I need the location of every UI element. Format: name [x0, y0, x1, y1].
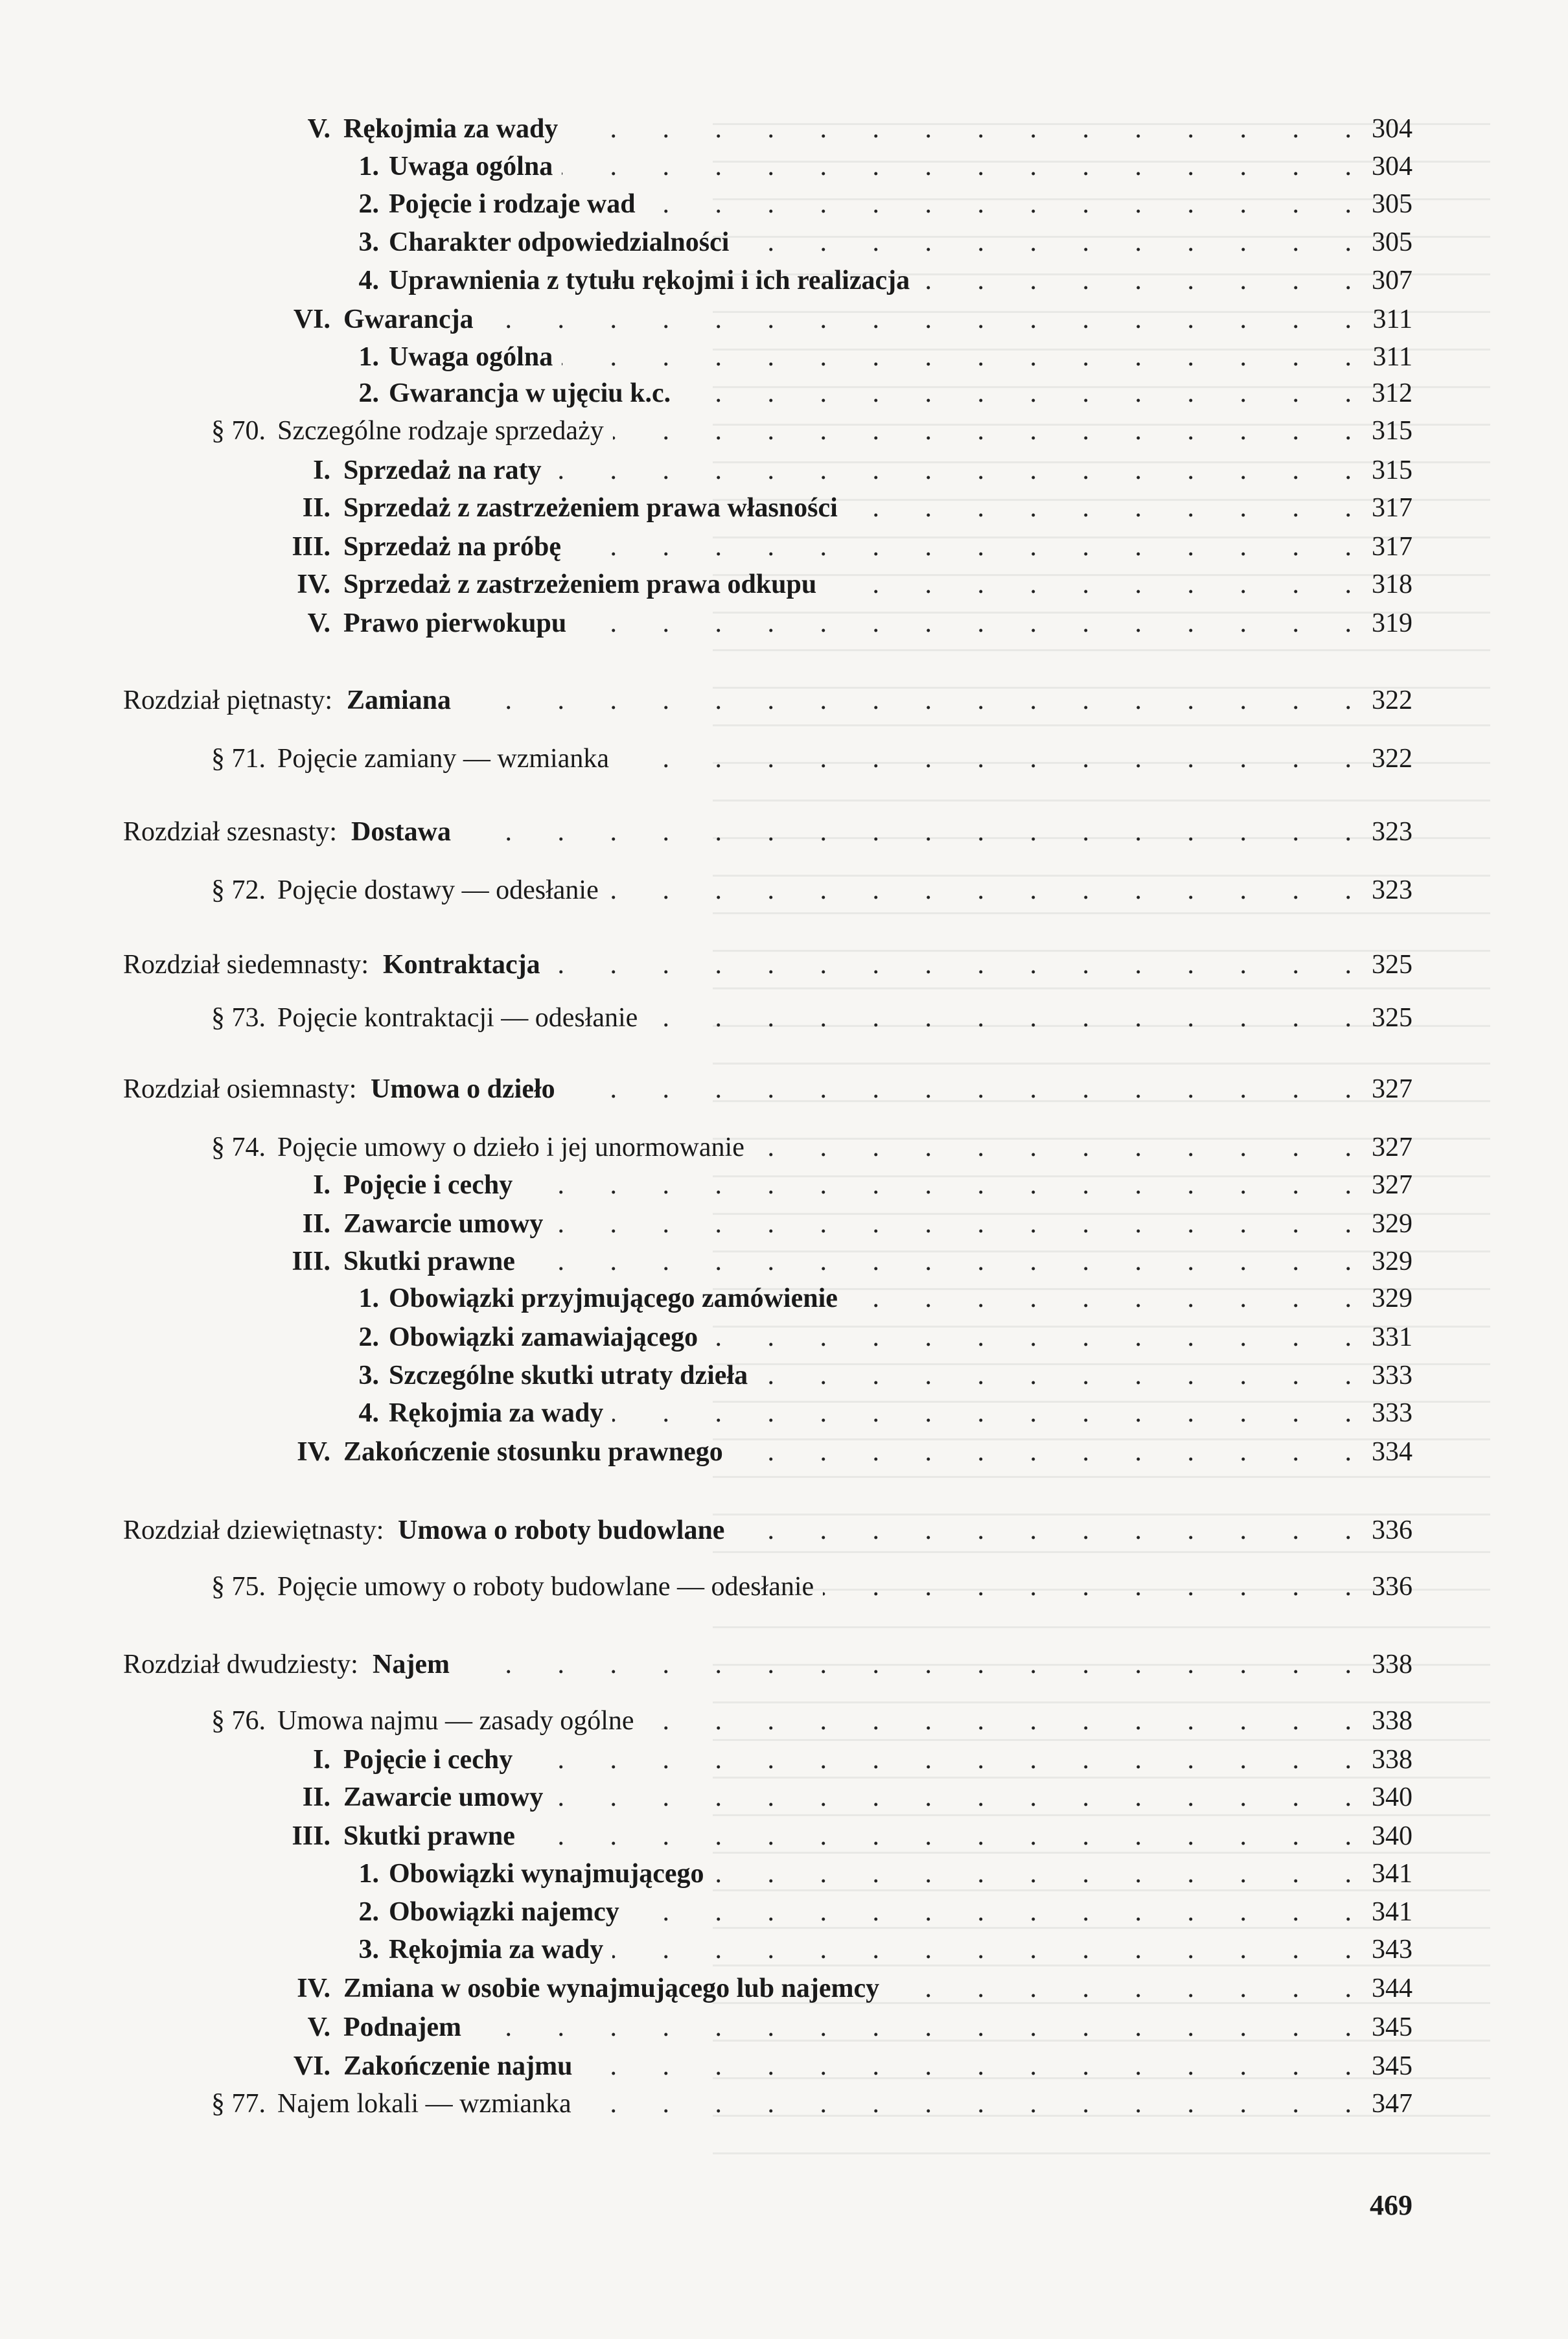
dot-leader: [524, 1817, 1354, 1855]
toc-entry: [0, 1280, 1568, 1317]
entry-number: II.: [302, 1782, 330, 1812]
dot-leader: [707, 1319, 1354, 1356]
toc-entry: [0, 262, 1568, 299]
entry-number: I.: [313, 455, 330, 485]
toc-entry: [0, 374, 1568, 412]
dot-leader: [612, 1931, 1354, 1968]
entry-number: Rozdział siedemnasty:: [123, 950, 369, 980]
entry-page-number: 317: [1372, 493, 1412, 523]
entry-page-number: 338: [1372, 1745, 1412, 1775]
dot-leader: [483, 301, 1354, 338]
entry-page-number: 307: [1372, 266, 1412, 295]
entry-page-number: 345: [1372, 2051, 1412, 2081]
chapter-heading: [0, 1070, 1568, 1108]
dot-leader: [612, 1394, 1354, 1432]
dot-leader: [733, 1512, 1354, 1549]
entry-title: Zamiana: [347, 686, 452, 715]
entry-page-number: 334: [1372, 1437, 1412, 1467]
entry-page-number: 304: [1372, 152, 1412, 181]
dot-leader: [552, 1205, 1354, 1243]
entry-title: Szczególne rodzaje sprzedaży: [277, 416, 604, 446]
dot-leader: [581, 2085, 1354, 2123]
entry-title: Pojęcie i cechy: [343, 1745, 513, 1775]
entry-page-number: 329: [1372, 1209, 1412, 1239]
dot-leader: [459, 1646, 1354, 1683]
entry-number: § 73.: [211, 1003, 266, 1033]
entry-number: 1.: [358, 1284, 379, 1313]
dot-leader: [888, 1970, 1354, 2007]
toc-entry: [0, 605, 1568, 642]
dot-leader: [738, 224, 1354, 261]
entry-number: IV.: [297, 1437, 330, 1467]
entry-number: § 70.: [211, 416, 266, 446]
toc-entry: [0, 1357, 1568, 1394]
toc-entry: [0, 1779, 1568, 1816]
entry-title: Obowiązki przyjmującego zamówienie: [389, 1284, 838, 1313]
entry-page-number: 319: [1372, 608, 1412, 638]
entry-page-number: 329: [1372, 1284, 1412, 1313]
entry-page-number: 341: [1372, 1859, 1412, 1889]
entry-number: § 71.: [211, 744, 266, 774]
entry-page-number: 340: [1372, 1782, 1412, 1812]
toc-entry: [0, 148, 1568, 185]
entry-number: 3.: [358, 227, 379, 257]
entry-title: Rękojmia za wady: [389, 1935, 604, 1965]
entry-number: II.: [302, 1209, 330, 1239]
entry-number: § 75.: [211, 1572, 266, 1602]
toc-entry: [0, 185, 1568, 223]
dot-leader: [460, 682, 1354, 719]
entry-number: III.: [292, 532, 330, 562]
toc-entry: [0, 1817, 1568, 1855]
entry-title: Gwarancja w ujęciu k.c.: [389, 378, 671, 408]
entry-page-number: 322: [1372, 744, 1412, 774]
toc-entry: [0, 740, 1568, 778]
dot-leader: [575, 605, 1354, 642]
entry-page-number: 329: [1372, 1247, 1412, 1276]
dot-leader: [643, 1702, 1354, 1740]
dot-leader: [562, 148, 1354, 185]
toc-entry: [0, 1129, 1568, 1166]
entry-title: Pojęcie kontraktacji — odesłanie: [277, 1003, 638, 1033]
entry-title: Umowa o roboty budowlane: [398, 1515, 725, 1545]
dot-leader: [582, 2047, 1354, 2085]
entry-title: Skutki prawne: [343, 1247, 515, 1276]
entry-page-number: 327: [1372, 1170, 1412, 1200]
toc-entry: [0, 452, 1568, 489]
entry-page-number: 305: [1372, 227, 1412, 257]
entry-page-number: 341: [1372, 1897, 1412, 1927]
toc-entry: [0, 301, 1568, 338]
entry-title: Obowiązki zamawiającego: [389, 1322, 698, 1352]
entry-title: Podnajem: [343, 2012, 461, 2042]
entry-title: Szczególne skutki utraty dzieła: [389, 1361, 748, 1390]
entry-number: IV.: [297, 1974, 330, 2003]
dot-leader: [732, 1433, 1354, 1471]
entry-title: Uwaga ogólna: [389, 342, 553, 372]
entry-number: II.: [302, 493, 330, 523]
entry-title: Pojęcie umowy o dzieło i jej unormowanie: [277, 1133, 744, 1162]
entry-title: Najem lokali — wzmianka: [277, 2089, 571, 2119]
entry-number: 3.: [358, 1361, 379, 1390]
dot-leader: [522, 1166, 1354, 1204]
entry-title: Obowiązki wynajmującego: [389, 1859, 704, 1889]
toc-entry: [0, 528, 1568, 566]
toc-entry: [0, 224, 1568, 261]
entry-page-number: 322: [1372, 686, 1412, 715]
entry-page-number: 323: [1372, 817, 1412, 847]
dot-leader: [522, 1741, 1354, 1779]
entry-title: Sprzedaż na próbę: [343, 532, 561, 562]
entry-title: Uprawnienia z tytułu rękojmi i ich realizacja: [389, 266, 910, 295]
entry-page-number: 347: [1372, 2089, 1412, 2119]
dot-leader: [470, 2009, 1354, 2046]
entry-number: I.: [313, 1745, 330, 1775]
toc-entry: [0, 1433, 1568, 1471]
dot-leader: [460, 813, 1354, 851]
entry-title: Zawarcie umowy: [343, 1782, 544, 1812]
entry-title: Obowiązki najemcy: [389, 1897, 619, 1927]
entry-number: V.: [307, 114, 330, 144]
entry-title: Gwarancja: [343, 305, 474, 334]
entry-page-number: 304: [1372, 114, 1412, 144]
toc-entry: [0, 871, 1568, 909]
entry-number: III.: [292, 1821, 330, 1851]
dot-leader: [618, 740, 1354, 778]
entry-title: Prawo pierwokupu: [343, 608, 567, 638]
toc-entry: [0, 1319, 1568, 1356]
entry-title: Kontraktacja: [383, 950, 540, 980]
entry-page-number: 338: [1372, 1650, 1412, 1679]
entry-number: Rozdział osiemnasty:: [123, 1074, 357, 1104]
entry-number: 1.: [358, 1859, 379, 1889]
entry-number: § 76.: [211, 1706, 266, 1736]
entry-title: Pojęcie i rodzaje wad: [389, 189, 636, 219]
entry-number: 2.: [358, 189, 379, 219]
entry-number: 4.: [358, 266, 379, 295]
entry-page-number: 327: [1372, 1133, 1412, 1162]
entry-number: VI.: [293, 305, 330, 334]
entry-number: 2.: [358, 1322, 379, 1352]
dot-leader: [847, 489, 1354, 527]
toc-entry: [0, 1394, 1568, 1432]
entry-page-number: 331: [1372, 1322, 1412, 1352]
entry-number: V.: [307, 608, 330, 638]
entry-title: Skutki prawne: [343, 1821, 515, 1851]
toc-entry: [0, 2085, 1568, 2123]
dot-leader: [713, 1855, 1354, 1893]
entry-title: Zakończenie stosunku prawnego: [343, 1437, 723, 1467]
entry-title: Rękojmia za wady: [389, 1398, 604, 1428]
entry-title: Uwaga ogólna: [389, 152, 553, 181]
toc-entry: [0, 489, 1568, 527]
entry-number: § 74.: [211, 1133, 266, 1162]
dot-leader: [608, 871, 1354, 909]
entry-page-number: 333: [1372, 1361, 1412, 1390]
entry-page-number: 336: [1372, 1515, 1412, 1545]
entry-page-number: 323: [1372, 875, 1412, 905]
entry-page-number: 344: [1372, 1974, 1412, 2003]
entry-page-number: 317: [1372, 532, 1412, 562]
toc-entry: [0, 1702, 1568, 1740]
entry-page-number: 315: [1372, 416, 1412, 446]
entry-number: Rozdział dwudziesty:: [123, 1650, 358, 1679]
entry-title: Zmiana w osobie wynajmującego lub najemcy: [343, 1974, 880, 2003]
dot-leader: [613, 412, 1354, 450]
toc-entry: [0, 1205, 1568, 1243]
dot-leader: [551, 452, 1354, 489]
dot-leader: [567, 110, 1354, 148]
entry-number: Rozdział szesnasty:: [123, 817, 338, 847]
toc-entry: [0, 2009, 1568, 2046]
toc-entry: [0, 2047, 1568, 2085]
dot-leader: [757, 1357, 1354, 1394]
entry-page-number: 305: [1372, 189, 1412, 219]
entry-title: Dostawa: [351, 817, 451, 847]
entry-number: I.: [313, 1170, 330, 1200]
entry-title: Pojęcie umowy o roboty budowlane — odesłanie: [277, 1572, 814, 1602]
dot-leader: [628, 1893, 1354, 1931]
toc-entry: [0, 412, 1568, 450]
toc-entry: [0, 338, 1568, 376]
toc-entry: [0, 1970, 1568, 2007]
entry-number: 2.: [358, 1897, 379, 1927]
entry-number: § 77.: [211, 2089, 266, 2119]
entry-title: Charakter odpowiedzialności: [389, 227, 730, 257]
chapter-heading: [0, 946, 1568, 984]
entry-page-number: 315: [1372, 455, 1412, 485]
entry-page-number: 325: [1372, 950, 1412, 980]
entry-number: VI.: [293, 2051, 330, 2081]
entry-number: 1.: [358, 342, 379, 372]
entry-page-number: 311: [1372, 342, 1412, 372]
entry-number: 1.: [358, 152, 379, 181]
dot-leader: [564, 1070, 1354, 1108]
dot-leader: [847, 1280, 1354, 1317]
entry-title: Pojęcie dostawy — odesłanie: [277, 875, 599, 905]
entry-number: Rozdział dziewiętnasty:: [123, 1515, 384, 1545]
entry-number: 3.: [358, 1935, 379, 1965]
dot-leader: [647, 999, 1354, 1037]
entry-page-number: 325: [1372, 1003, 1412, 1033]
dot-leader: [754, 1129, 1354, 1166]
toc-entry: [0, 1931, 1568, 1968]
dot-leader: [552, 1779, 1354, 1816]
dot-leader: [825, 566, 1354, 603]
entry-number: IV.: [297, 570, 330, 599]
dot-leader: [549, 946, 1354, 984]
dot-leader: [680, 374, 1354, 412]
entry-title: Sprzedaż z zastrzeżeniem prawa własności: [343, 493, 838, 523]
toc-entry: [0, 110, 1568, 148]
toc-entry: [0, 1243, 1568, 1280]
entry-page-number: 336: [1372, 1572, 1412, 1602]
chapter-heading: [0, 1512, 1568, 1549]
toc-entry: [0, 566, 1568, 603]
entry-page-number: 327: [1372, 1074, 1412, 1104]
entry-title: Najem: [373, 1650, 450, 1679]
toc-entry: [0, 1568, 1568, 1606]
toc-entry: [0, 999, 1568, 1037]
entry-title: Zawarcie umowy: [343, 1209, 544, 1239]
dot-leader: [562, 338, 1354, 376]
toc-entry: [0, 1166, 1568, 1204]
entry-title: Zakończenie najmu: [343, 2051, 573, 2081]
page-number: 469: [1370, 2189, 1412, 2221]
dot-leader: [570, 528, 1354, 566]
entry-number: V.: [307, 2012, 330, 2042]
entry-title: Sprzedaż na raty: [343, 455, 542, 485]
entry-number: Rozdział piętnasty:: [123, 686, 333, 715]
entry-number: 4.: [358, 1398, 379, 1428]
entry-title: Pojęcie zamiany — wzmianka: [277, 744, 609, 774]
dot-leader: [524, 1243, 1354, 1280]
chapter-heading: [0, 682, 1568, 719]
entry-number: 2.: [358, 378, 379, 408]
chapter-heading: [0, 813, 1568, 851]
chapter-heading: [0, 1646, 1568, 1683]
dot-leader: [645, 185, 1354, 223]
dot-leader: [919, 262, 1354, 299]
entry-title: Rękojmia za wady: [343, 114, 559, 144]
toc-entry: [0, 1741, 1568, 1779]
entry-title: Sprzedaż z zastrzeżeniem prawa odkupu: [343, 570, 817, 599]
entry-title: Umowa najmu — zasady ogólne: [277, 1706, 634, 1736]
entry-title: Umowa o dzieło: [371, 1074, 555, 1104]
entry-page-number: 318: [1372, 570, 1412, 599]
toc-entry: [0, 1855, 1568, 1893]
entry-page-number: 333: [1372, 1398, 1412, 1428]
entry-page-number: 312: [1372, 378, 1412, 408]
entry-title: Pojęcie i cechy: [343, 1170, 513, 1200]
entry-page-number: 340: [1372, 1821, 1412, 1851]
entry-page-number: 345: [1372, 2012, 1412, 2042]
entry-number: III.: [292, 1247, 330, 1276]
entry-page-number: 338: [1372, 1706, 1412, 1736]
entry-page-number: 343: [1372, 1935, 1412, 1965]
entry-number: § 72.: [211, 875, 266, 905]
dot-leader: [823, 1568, 1354, 1606]
toc-entry: [0, 1893, 1568, 1931]
entry-page-number: 311: [1372, 305, 1412, 334]
